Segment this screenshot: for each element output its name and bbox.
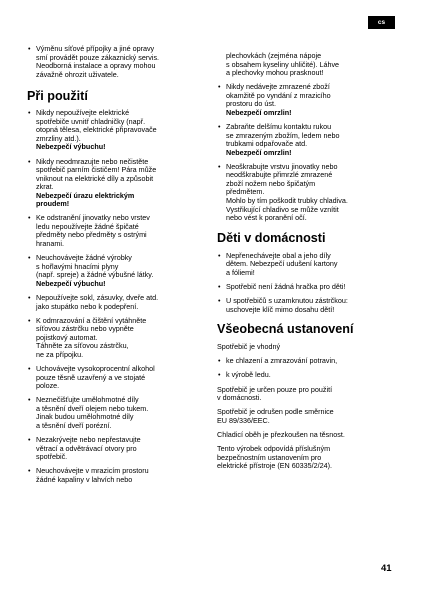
text-line: s obsahem kyseliny uhličité). Láhve xyxy=(226,59,340,69)
warning-text: Nebezpečí omrzlin! xyxy=(226,147,292,157)
text-line: a plechovky mohou prasknout! xyxy=(226,68,324,78)
warning-text: Nebezpečí omrzlin! xyxy=(226,107,292,117)
list-item xyxy=(27,45,207,79)
text-line: otopná tělesa, elektrické připravovače xyxy=(36,125,157,135)
text-line: • Nikdy nepoužívejte elektrické xyxy=(36,108,130,118)
list-item xyxy=(217,252,397,278)
text-line: • Neoškrabujte vrstvu jinovatky nebo xyxy=(226,161,338,171)
section-heading-general: Všeobecná ustanovení xyxy=(217,322,354,337)
text-line: v domácnosti. xyxy=(217,393,262,403)
text-line: Táhněte za síťovou zástrčku, xyxy=(36,341,129,351)
text-line: • Nezakrývejte nebo nepřestavujte xyxy=(36,434,141,444)
right-column xyxy=(217,52,397,476)
language-badge: cs xyxy=(368,16,395,29)
list-item xyxy=(217,163,397,223)
text-line: prostoru do úst. xyxy=(226,99,276,109)
text-line: pouze těsně uzavřený a ve stojaté xyxy=(36,372,146,382)
text-line: předměty nebo předměty s ostrými xyxy=(36,230,147,240)
text-line: a těsnění dveří olejem nebo tukem. xyxy=(36,403,149,413)
list-item xyxy=(27,109,207,152)
text-line: • Ke odstranění jinovatky nebo vrstev xyxy=(36,213,150,223)
usage-list-continued xyxy=(217,52,397,223)
paragraph xyxy=(217,431,397,440)
text-line: • k výrobě ledu. xyxy=(226,370,271,380)
list-item xyxy=(27,467,207,484)
list-item xyxy=(27,254,207,288)
list-item xyxy=(27,365,207,391)
text-line: větrací a odvětrávací otvory pro xyxy=(36,443,137,453)
text-line: síťovou zástrčku nebo vypněte xyxy=(36,324,134,334)
text-line: • K odmrazování a čištění vytáhněte xyxy=(36,315,147,325)
list-item xyxy=(27,317,207,360)
text-line: • Výměnu síťové přípojky a jiné opravy xyxy=(36,44,155,53)
text-line: • Nepoužívejte sokl, zásuvky, dveře atd. xyxy=(36,292,159,302)
list-item xyxy=(217,83,397,117)
text-line: • ke chlazení a zmrazování potravin, xyxy=(226,356,338,366)
text-line: závažně ohrozit uživatele. xyxy=(36,69,119,79)
text-line: poloze. xyxy=(36,381,60,391)
text-line: Neodborná instalace a opravy mohou xyxy=(36,61,156,71)
text-line: a těsnění dveří porézní. xyxy=(36,420,112,430)
text-line: předmětem. xyxy=(226,187,265,197)
text-line: pojistkový automat. xyxy=(36,332,98,342)
page-number: 41 xyxy=(381,563,392,574)
warning-text: Nebezpečí výbuchu! xyxy=(36,278,106,288)
text-line: • Neznečišťujte umělohmotné díly xyxy=(36,395,139,405)
text-line: zmrzliny atd.). xyxy=(36,133,81,143)
text-line: zboží nožem nebo špičatým xyxy=(226,178,316,188)
text-line: Spotřebič je určen pouze pro použití xyxy=(217,384,333,394)
section-heading-use: Při použití xyxy=(27,89,88,104)
paragraph xyxy=(217,386,397,403)
list-item xyxy=(217,123,397,157)
list-item-continuation xyxy=(217,52,397,78)
text-line: hranami. xyxy=(36,239,64,249)
text-line: • Nikdy nedávejte zmrazené zboží xyxy=(226,82,330,92)
list-item xyxy=(217,371,397,380)
text-line: neodškrabujte přimrzlé zmrazené xyxy=(226,170,333,180)
text-line: plechovkách (zejména nápoje xyxy=(226,51,322,60)
text-line: • U spotřebičů s uzamknutou zástrčkou: xyxy=(226,296,348,305)
text-line: spotřebič parním čističem! Pára může xyxy=(36,165,157,175)
list-item xyxy=(27,214,207,248)
warning-text: proudem! xyxy=(36,199,70,209)
intro-list xyxy=(27,45,207,79)
section-heading-children: Děti v domácnosti xyxy=(217,230,326,245)
text-line: jako stupátko nebo k podepření. xyxy=(36,301,139,311)
children-list xyxy=(217,252,397,314)
text-line: vniknout na elektrické díly a způsobit xyxy=(36,173,154,183)
warning-text: Nebezpečí výbuchu! xyxy=(36,142,106,152)
list-item xyxy=(27,436,207,462)
list-item xyxy=(27,396,207,430)
general-intro: Spotřebič je vhodný xyxy=(217,342,281,352)
left-column xyxy=(27,45,207,490)
text-line: Tento výrobek odpovídá příslušným xyxy=(217,444,331,454)
paragraph xyxy=(217,445,397,471)
text-line: • Nepřenechávejte obal a jeho díly xyxy=(226,250,331,260)
list-item xyxy=(217,357,397,366)
text-line: nebo vést k poranění očí. xyxy=(226,213,307,223)
general-list xyxy=(217,357,397,380)
text-line: bezpečnostním ustanovením pro xyxy=(217,452,322,462)
text-line: ledu nepoužívejte žádné špičaté xyxy=(36,221,139,231)
text-line: a fóliemi! xyxy=(226,267,255,277)
text-line: • Zabraňte delšímu kontaktu rukou xyxy=(226,122,332,132)
text-line: se zmrazeným zbožím, ledem nebo xyxy=(226,130,340,140)
text-line: Mohlo by tím poškodit trubky chladiva. xyxy=(226,195,348,205)
warning-text: Nebezpečí úrazu elektrickým xyxy=(36,190,135,200)
text-line: žádné kapaliny v lahvích nebo xyxy=(36,474,133,484)
text-line: trubkami odpařovače atd. xyxy=(226,139,308,149)
text-line: • Neuchovávejte v mrazicím prostoru xyxy=(36,466,149,476)
text-line: • Neuchovávejte žádné výrobky xyxy=(36,253,132,263)
list-item xyxy=(27,158,207,209)
text-line: • Uchovávejte vysokoprocentní alkohol xyxy=(36,363,155,373)
list-item xyxy=(27,294,207,311)
text-line: elektrické přístroje (EN 60335/2/24). xyxy=(217,461,333,471)
text-line: • Spotřebič není žádná hračka pro děti! xyxy=(226,281,346,291)
text-line: • Nikdy neodmrazujte nebo nečistěte xyxy=(36,156,149,166)
text-line: smí provádět pouze zákaznický servis. xyxy=(36,52,160,62)
text-line: EU 89/336/EEC. xyxy=(217,415,270,425)
text-line: okamžitě po vyndání z mrazicího xyxy=(226,90,331,100)
text-line: zkrat. xyxy=(36,182,54,192)
text-line: s hořlavými hnacími plyny xyxy=(36,261,119,271)
list-item xyxy=(217,297,397,314)
text-line: spotřebiče uvnitř chladničky (např. xyxy=(36,116,146,126)
text-line: Jinak budou umělohmotné díly xyxy=(36,412,134,422)
text-line: (např. spreje) a žádné výbušné látky. xyxy=(36,270,154,280)
text-line: dětem. Nebezpečí udušení kartony xyxy=(226,259,338,269)
text-line: Spotřebič je odrušen podle směrnice xyxy=(217,407,334,417)
text-line: ne za přípojku. xyxy=(36,349,84,359)
text-line: uschovejte klíč mimo dosahu dětí! xyxy=(226,304,335,314)
text-line: Vystřikující chladivo se může vznítit xyxy=(226,204,339,214)
text-line: spotřebič. xyxy=(36,452,68,462)
paragraph xyxy=(217,408,397,425)
usage-list xyxy=(27,109,207,484)
text-line: Chladicí oběh je přezkoušen na těsnost. xyxy=(217,429,345,439)
list-item xyxy=(217,283,397,292)
